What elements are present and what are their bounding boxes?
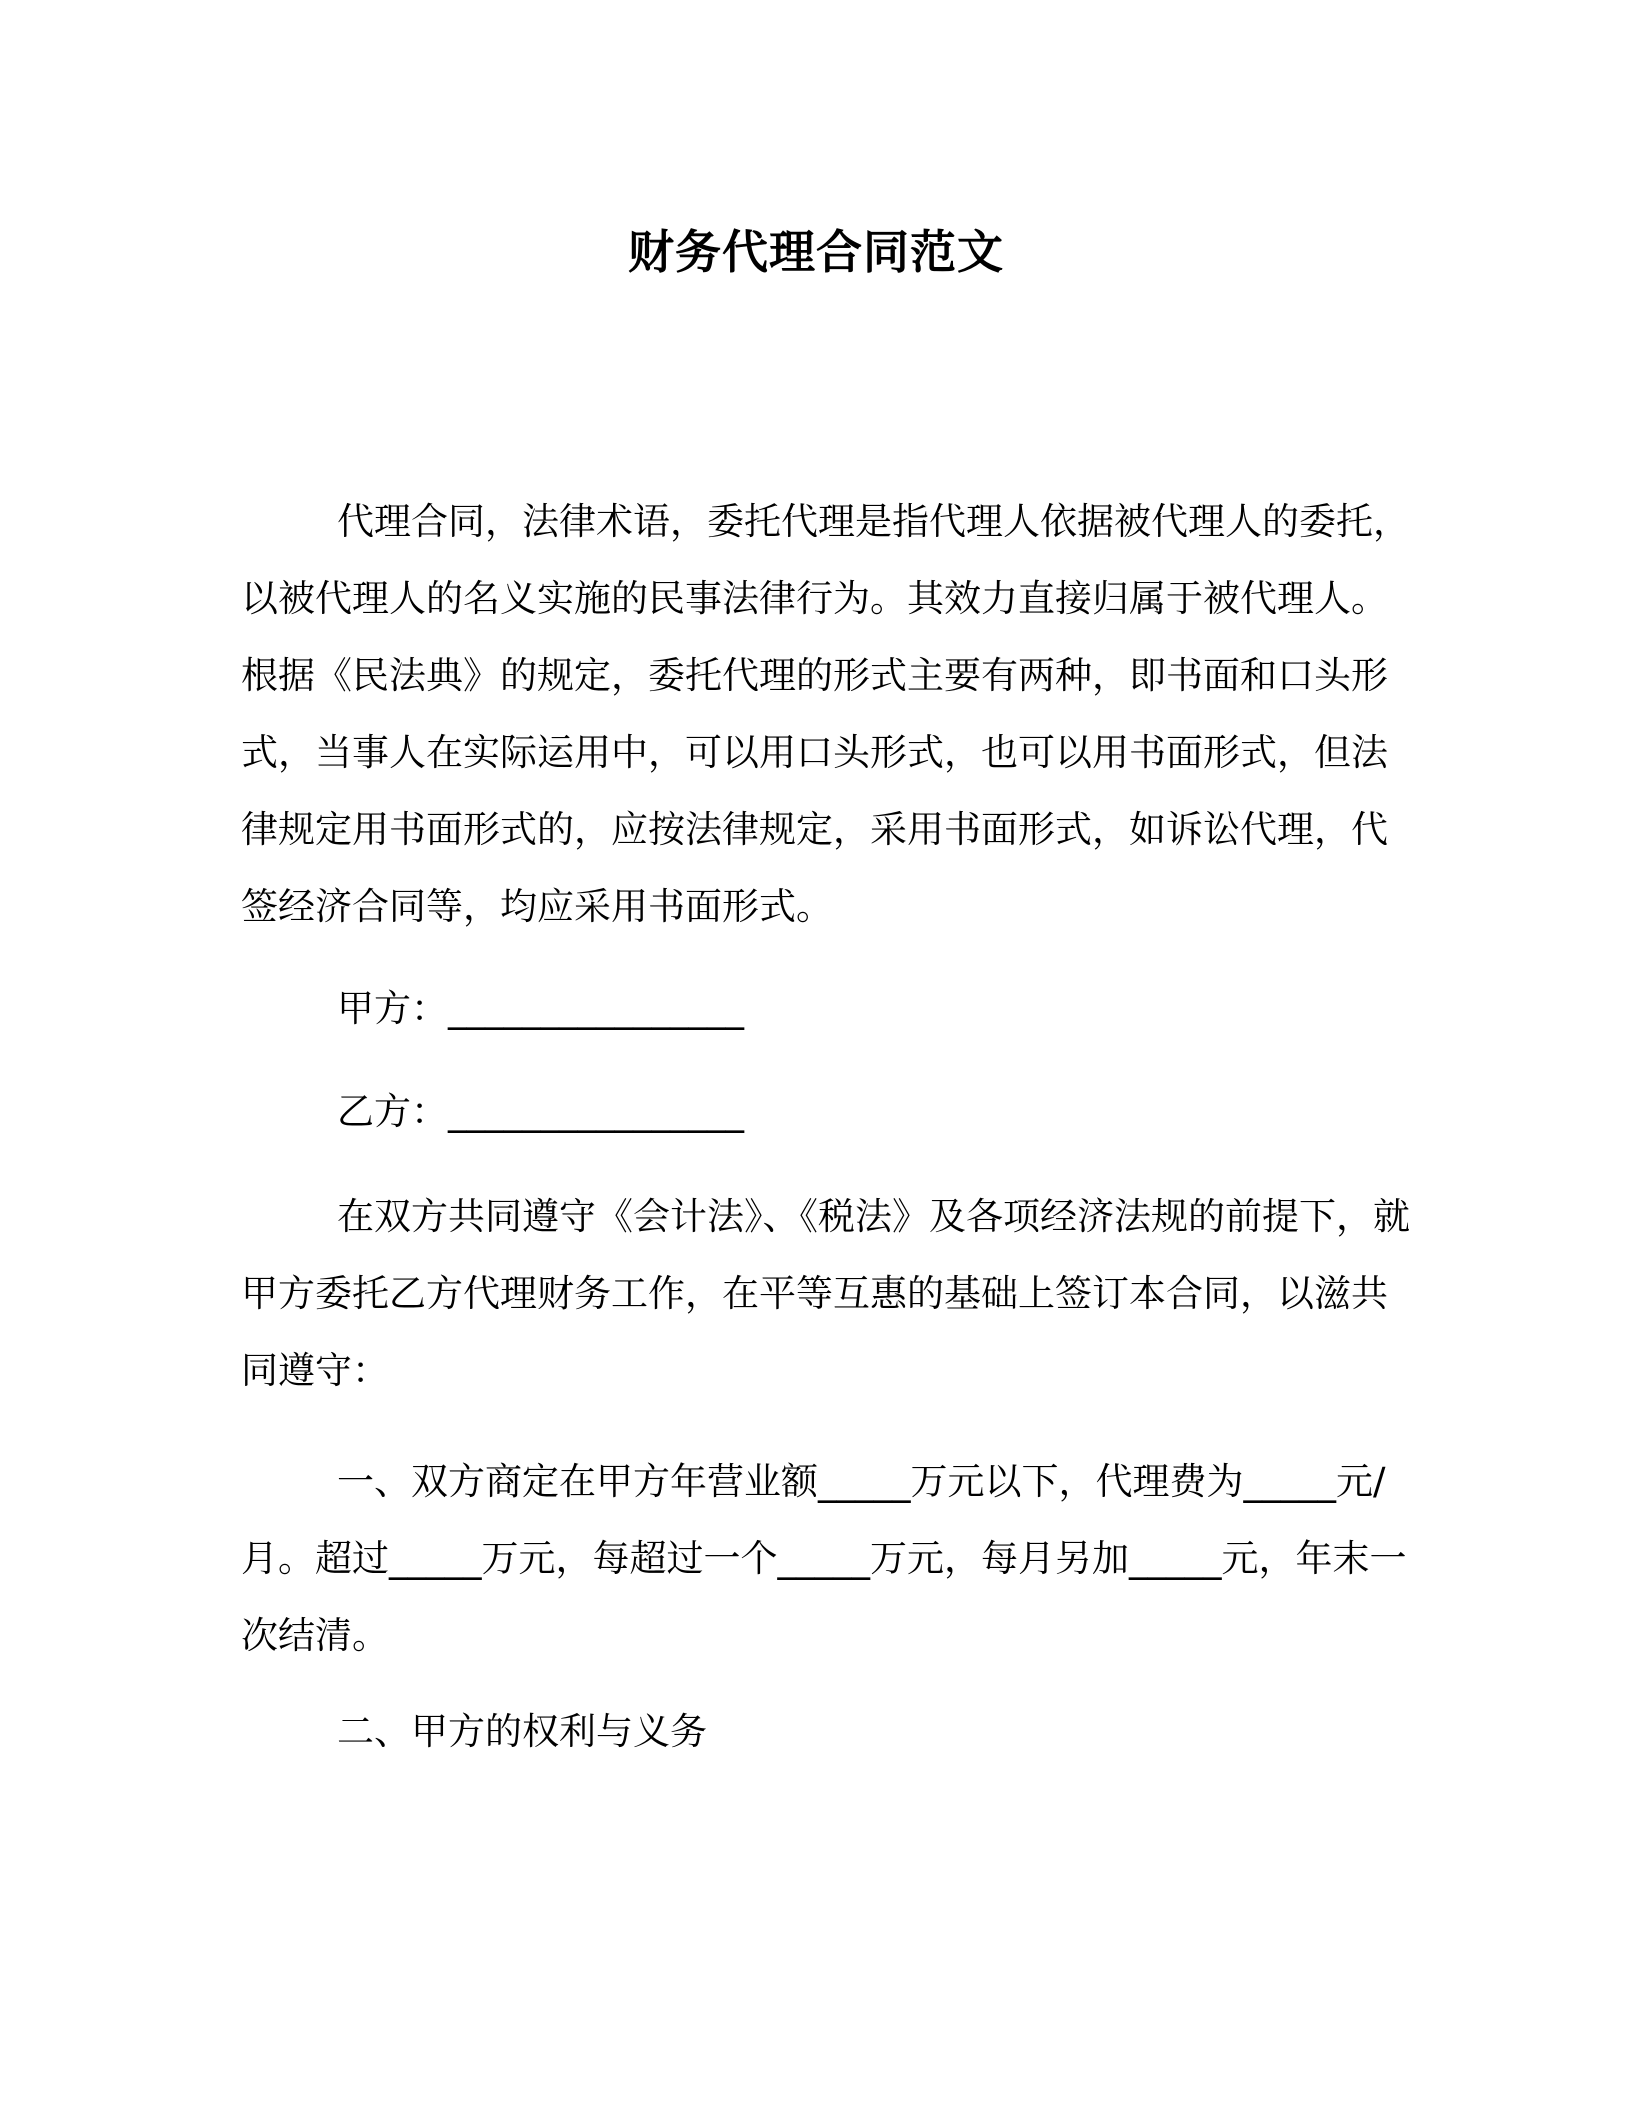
party-b-line: 乙方：________________: [337, 1090, 744, 1133]
intro-paragraph: 代理合同，法律术语，委托代理是指代理人依据被代理人的委托，以被代理人的名义实施的民事法律行为。其效力直接归属于被代理人。根据《民法典》的规定，委托代理的形式主要有两种，即书面和口头形式，当事人在实际运用中，可以用口头形式，也可以用书面形式，但法律规定用书面形式的，应按法律规定，采用书面形式，如诉讼代理，代签经济合同等，均应采用书面形式。: [241, 500, 1410, 928]
document-title: 财务代理合同范文: [628, 225, 1004, 279]
clause-2-heading: 二、甲方的权利与义务: [337, 1710, 707, 1753]
clause-1-block: [241, 1443, 1411, 1674]
party-a-line: 甲方：________________: [337, 987, 744, 1030]
intro-paragraph-block: [241, 483, 1411, 945]
preamble-paragraph: 在双方共同遵守《会计法》、《税法》及各项经济法规的前提下，就甲方委托乙方代理财务工作，在平等互惠的基础上签订本合同，以滋共同遵守：: [241, 1195, 1410, 1392]
preamble-block: [241, 1178, 1411, 1409]
clause-1-paragraph: 一、双方商定在甲方年营业额_____万元以下，代理费为_____元/月。超过_____万元，每超过一个_____万元，每月另加_____元，年末一次结清。: [241, 1460, 1407, 1657]
